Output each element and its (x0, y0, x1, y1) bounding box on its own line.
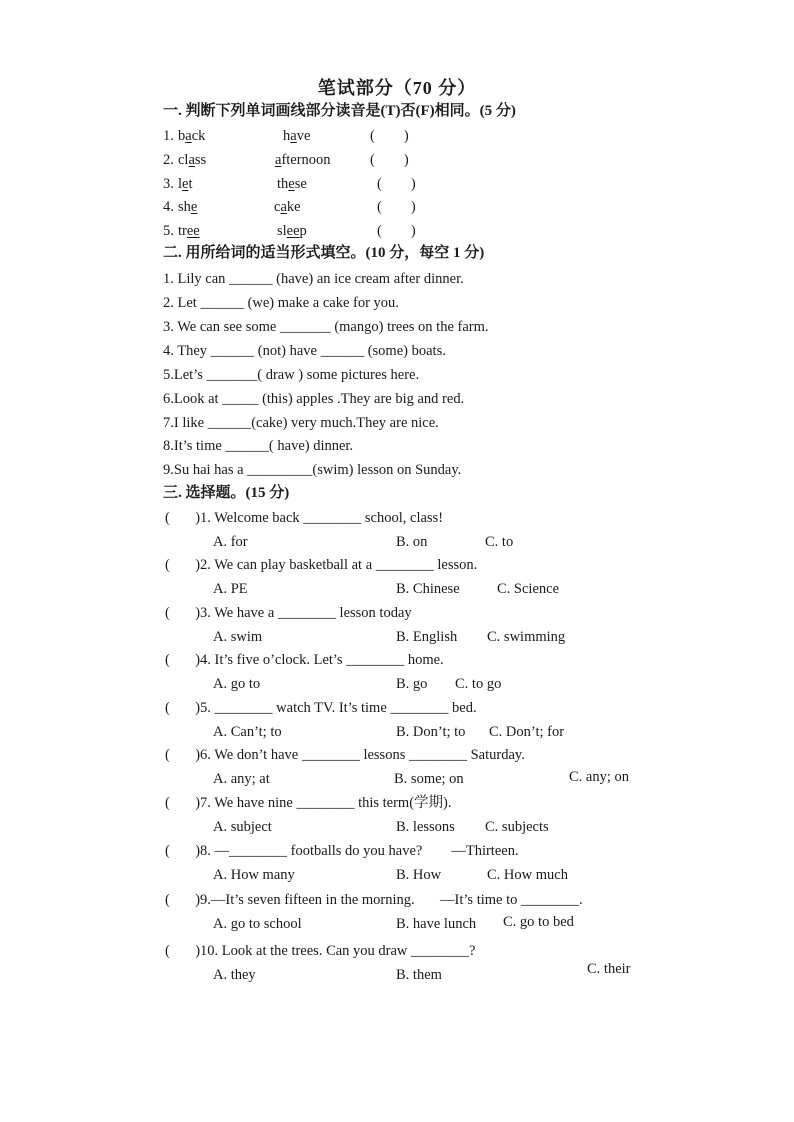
fill-line-3: 3. We can see some _______ (mango) trees on the farm. (163, 319, 489, 335)
answer-blank[interactable]: ( ) (377, 176, 416, 192)
option-b[interactable]: B. them (396, 967, 442, 983)
option-c[interactable]: C. to go (455, 676, 502, 692)
option-c[interactable]: C. Don’t; for (489, 724, 565, 740)
word-2 (277, 175, 307, 193)
word-part: t (188, 176, 193, 192)
option-c[interactable]: C. go to bed (503, 914, 574, 930)
underlined-letters: a (280, 199, 287, 215)
underlined-letters: a (275, 152, 282, 168)
word-part: ck (191, 128, 206, 144)
question-text: ( )10. Look at the trees. Can you draw ________? (165, 943, 476, 959)
word-1 (178, 127, 205, 145)
fill-line-1: 1. Lily can ______ (have) an ice cream after dinner. (163, 271, 464, 287)
question-text: ( )2. We can play basketball at a ________ lesson. (165, 557, 478, 573)
answer-blank[interactable]: ( ) (377, 223, 416, 239)
word-part: b (178, 128, 186, 144)
option-a[interactable]: A. Can’t; to (213, 724, 282, 740)
option-b[interactable]: B. How (396, 867, 442, 883)
page-title: 笔试部分（70 分） (317, 78, 477, 98)
fill-line-4: 4. They ______ (not) have ______ (some) boats. (163, 343, 446, 359)
word-part: fternoon (281, 152, 331, 168)
option-b[interactable]: B. Chinese (396, 581, 460, 597)
word-part: sh (178, 199, 191, 215)
option-a[interactable]: A. PE (213, 581, 248, 597)
question-text: ( )1. Welcome back ________ school, class! (165, 510, 444, 526)
word-1 (178, 175, 193, 193)
option-c[interactable]: C. swimming (487, 629, 566, 645)
word-part: l (178, 176, 183, 192)
underlined-letters: ee (186, 223, 200, 239)
item-number: 2. (163, 152, 174, 168)
fill-line-9: 9.Su hai has a _________(swim) lesson on Sunday. (163, 462, 462, 478)
option-c[interactable]: C. How much (487, 867, 568, 883)
fill-line-5: 5.Let’s _______( draw ) some pictures here. (163, 367, 420, 383)
fill-line-2: 2. Let ______ (we) make a cake for you. (163, 295, 399, 311)
part1-heading: 一. 判断下列单词画线部分读音是(T)否(F)相同。(5 分) (163, 103, 516, 119)
fill-line-7: 7.I like ______(cake) very much.They are nice. (163, 415, 439, 431)
word-1 (178, 151, 206, 169)
word-part: ke (286, 199, 301, 215)
part3-heading: 三. 选择题。(15 分) (163, 485, 290, 501)
option-b[interactable]: B. Don’t; to (396, 724, 466, 740)
option-a[interactable]: A. any; at (213, 771, 270, 787)
part2-heading: 二. 用所给词的适当形式填空。(10 分，每空 1 分) (163, 245, 485, 261)
word-part: se (294, 176, 307, 192)
question-text: ( )5. ________ watch TV. It’s time ________ bed. (165, 700, 477, 716)
question-text: ( )8. —________ footballs do you have? —Thirteen. (165, 843, 519, 859)
underlined-letters: e (190, 199, 198, 215)
answer-blank[interactable]: ( ) (370, 128, 409, 144)
option-b[interactable]: B. have lunch (396, 916, 477, 932)
fill-line-8: 8.It’s time ______( have) dinner. (163, 438, 354, 454)
option-b[interactable]: B. some; on (394, 771, 464, 787)
option-b[interactable]: B. go (396, 676, 428, 692)
word-2 (277, 222, 307, 240)
option-a[interactable]: A. go to (213, 676, 261, 692)
question-text: ( )6. We don’t have ________ lessons ________ Saturday. (165, 747, 525, 763)
answer-blank[interactable]: ( ) (377, 199, 416, 215)
answer-blank[interactable]: ( ) (370, 152, 409, 168)
question-text: ( )4. It’s five o’clock. Let’s ________ home. (165, 652, 444, 668)
word-part: tr (178, 223, 187, 239)
item-number: 3. (163, 176, 174, 192)
word-part: p (299, 223, 307, 239)
underlined-letters: ee (286, 223, 300, 239)
word-1 (178, 198, 197, 216)
option-c[interactable]: C. their (587, 961, 631, 977)
word-2 (274, 198, 301, 216)
word-part: th (277, 176, 289, 192)
question-text: ( )3. We have a ________ lesson today (165, 605, 412, 621)
word-2 (283, 127, 310, 145)
word-2 (275, 151, 331, 169)
option-a[interactable]: A. swim (213, 629, 263, 645)
option-c[interactable]: C. Science (497, 581, 560, 597)
word-part: sl (277, 223, 287, 239)
option-a[interactable]: A. subject (213, 819, 272, 835)
word-1 (178, 222, 200, 240)
underlined-letters: a (185, 128, 192, 144)
underlined-letters: a (188, 152, 195, 168)
option-a[interactable]: A. for (213, 534, 248, 550)
underlined-letters: e (288, 176, 295, 192)
question-text: ( )7. We have nine ________ this term(学期). (165, 795, 452, 811)
word-part: h (283, 128, 291, 144)
option-a[interactable]: A. go to school (213, 916, 302, 932)
underlined-letters: a (290, 128, 297, 144)
option-c[interactable]: C. subjects (485, 819, 549, 835)
option-a[interactable]: A. they (213, 967, 256, 983)
question-text: ( )9.—It’s seven fifteen in the morning. —It’s time to ________. (165, 892, 583, 908)
option-c[interactable]: C. any; on (569, 769, 630, 785)
word-part: cl (178, 152, 189, 168)
word-part: ss (194, 152, 207, 168)
fill-line-6: 6.Look at _____ (this) apples .They are big and red. (163, 391, 465, 407)
word-part: c (274, 199, 281, 215)
item-number: 5. (163, 223, 174, 239)
word-part: ve (296, 128, 311, 144)
option-b[interactable]: B. English (396, 629, 458, 645)
underlined-letters: e (182, 176, 189, 192)
option-a[interactable]: A. How many (213, 867, 295, 883)
option-c[interactable]: C. to (485, 534, 514, 550)
item-number: 1. (163, 128, 174, 144)
option-b[interactable]: B. lessons (396, 819, 455, 835)
option-b[interactable]: B. on (396, 534, 428, 550)
item-number: 4. (163, 199, 174, 215)
